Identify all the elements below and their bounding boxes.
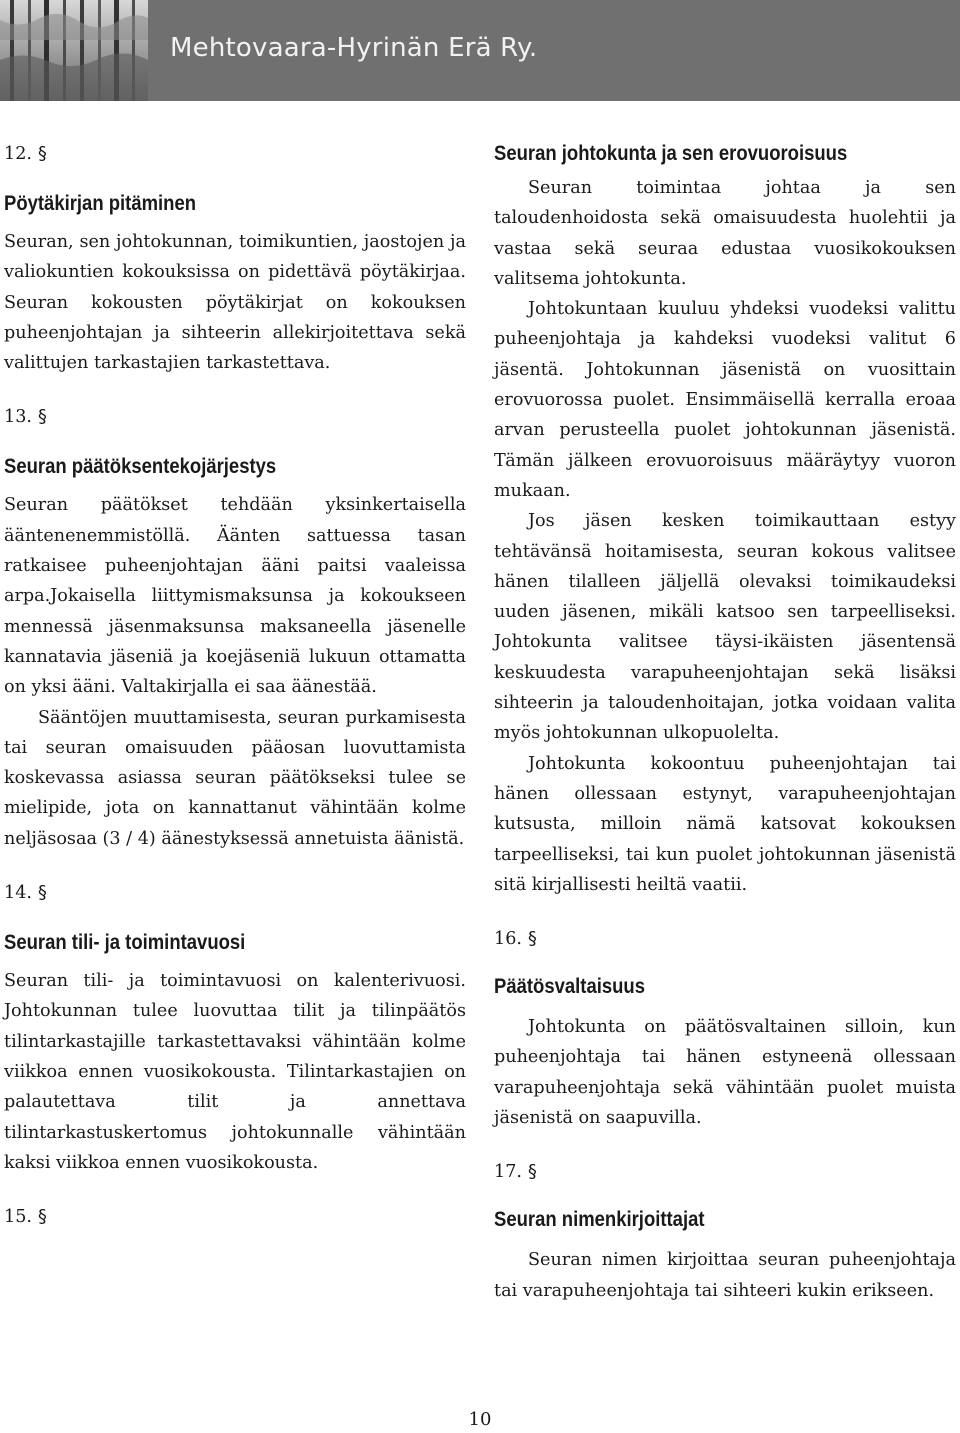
paragraph: Seuran päätökset tehdään yksinkertaisella ääntenenemmistöllä. Äänten sattuessa tasan ratkaisee puheenjohtajan ääni paitsi vaaleissa arpa.Jokaisella liittymismaksunsa ja kokoukseen mennessä jäsenmaksunsa maksaneella jäsenelle kannatavia jäseniä ja koejäseniä lukuun ottamatta on yksi ääni. Valtakirjalla ei saa äänestää. [4, 495, 466, 698]
page-number: 10 [468, 1409, 492, 1430]
left-column [4, 139, 466, 1232]
section-number: 15. § [4, 1207, 47, 1228]
section-number: 12. § [4, 144, 47, 164]
organization-title: Mehtovaara-Hyrinän Erä Ry. [170, 33, 538, 63]
page-header [0, 0, 960, 101]
section-number: 17. § [494, 1162, 537, 1183]
section-heading: Seuran tili- ja toimintavuosi [4, 931, 246, 955]
right-column [494, 139, 956, 1306]
paragraph: Johtokunta kokoontuu puheenjohtajan tai hänen ollessaan estynyt, varapuheenjohtajan kutsusta, milloin nämä katsovat kokouksen tarpeelliseksi, tai kun puolet johtokunnan jäsenistä sitä kirjallisesti heiltä vaatii. [494, 753, 956, 895]
section-heading: Pöytäkirjan pitäminen [4, 192, 197, 215]
forest-photo [0, 0, 148, 101]
paragraph: Johtokuntaan kuuluu yhdeksi vuodeksi valittu puheenjohtaja ja kahdeksi vuodeksi valitut 6 jäsentä. Johtokunnan jäsenistä on vuosittain erovuorossa puolet. Ensimmäisellä kerralla eroaa arvan perusteella puolet johtokunnan jäsenistä. Tämän jälkeen erovuoroisuus määräytyy vuoron mukaan. [494, 299, 956, 501]
paragraph: Seuran, sen johtokunnan, toimikuntien, jaostojen ja valiokuntien kokouksissa on pidettävä pöytäkirjaa. Seuran kokousten pöytäkirjat on kokouksen puheenjohtajan ja sihteerin allekirjoitettava sekä valittujen tarkastajien tarkastettava. [4, 232, 466, 374]
section-number: 14. § [4, 883, 47, 904]
paragraph: Seuran toimintaa johtaa ja sen taloudenhoidosta sekä omaisuudesta huolehtii ja vastaa sekä seuraa edustaa vuosikokouksen valitsema johtokunta. [494, 178, 956, 289]
section-heading: Seuran johtokunta ja sen erovuoroisuus [494, 142, 848, 165]
paragraph: Sääntöjen muuttamisesta, seuran purkamisesta tai seuran omaisuuden pääosan luovuttamista koskevassa asiassa seuran päätökseksi tulee se mielipide, jota on kannattanut vähintään kolme neljäsosaa (3 / 4) äänestyksessä annetuista äänistä. [4, 707, 466, 849]
section-heading: Seuran nimenkirjoittajat [494, 1208, 705, 1232]
section-number: 13. § [4, 407, 47, 428]
section-heading: Päätösvaltaisuus [494, 975, 646, 999]
section-number: 16. § [494, 929, 537, 950]
paragraph: Johtokunta on päätösvaltainen silloin, kun puheenjohtaja tai hänen estyneenä ollessaan varapuheenjohtaja sekä vähintään puolet muista jäsenistä on saapuvilla. [494, 1017, 956, 1129]
section-heading: Seuran päätöksentekojärjestys [4, 455, 277, 479]
paragraph: Seuran tili- ja toimintavuosi on kalenterivuosi. Johtokunnan tulee luovuttaa tilit ja tilinpäätös tilintarkastajille tarkastettavaksi vähintään kolme viikkoa ennen vuosikokousta. Tilintarkastajien on palautettava tilit ja annettava tilintarkastuskertomus johtokunnalle vähintään kaksi viikkoa ennen vuosikokousta. [4, 971, 466, 1173]
paragraph: Jos jäsen kesken toimikauttaan estyy tehtävänsä hoitamisesta, seuran kokous valitsee hänen tilalleen jäljellä olevaksi toimikaudeksi uuden jäsenen, mikäli katsoo sen tarpeelliseksi. Johtokunta valitsee täysi-ikäisten jäsentensä keskuudesta varapuheenjohtajan sekä lisäksi sihteerin ja taloudenhoitajan, jotka voidaan valita myös johtokunnan ulkopuolelta. [494, 511, 956, 744]
paragraph: Seuran nimen kirjoittaa seuran puheenjohtaja tai varapuheenjohtaja tai sihteeri kukin erikseen. [494, 1250, 956, 1301]
tree-silhouettes [0, 0, 148, 101]
